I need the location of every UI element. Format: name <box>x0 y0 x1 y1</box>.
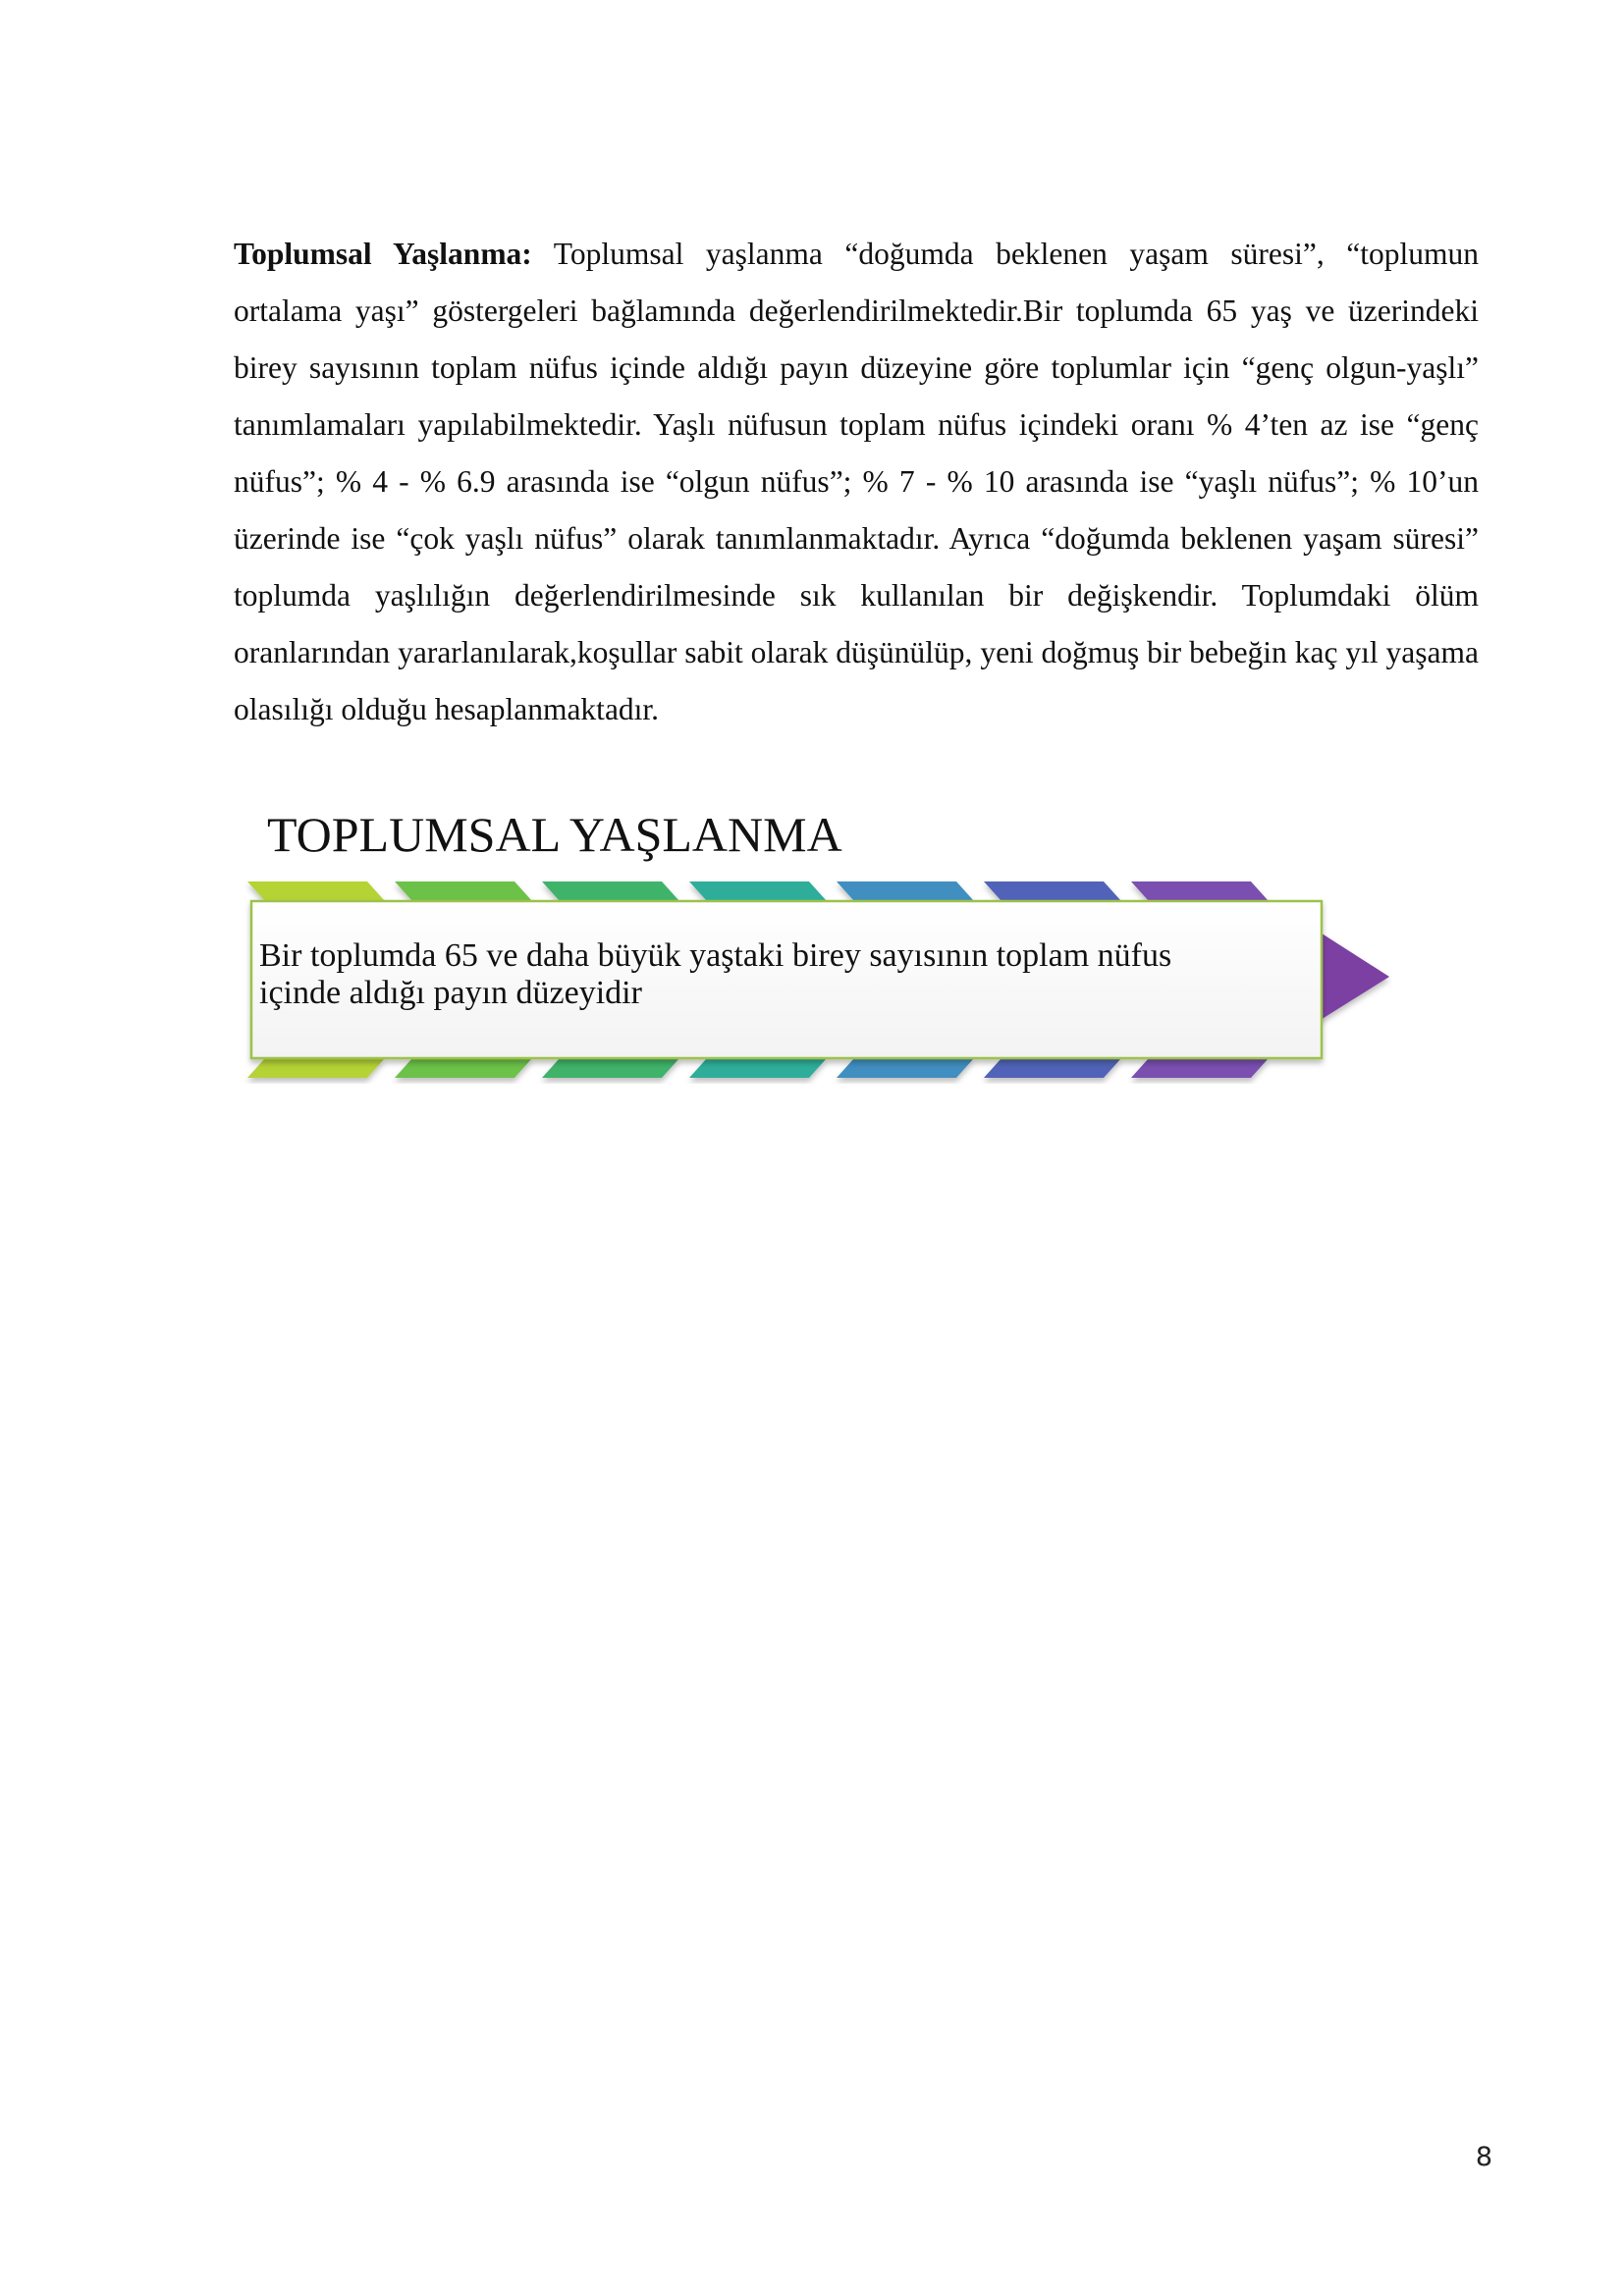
diagram-box-text: Bir toplumda 65 ve daha büyük yaştaki birey sayısının toplam nüfus içinde aldığı payın düzeyidir <box>259 937 1172 1011</box>
diagram-title: TOPLUMSAL YAŞLANMA <box>267 807 842 862</box>
top-chevron-segment <box>542 881 679 901</box>
bottom-chevron-segment <box>689 1058 827 1078</box>
page-number: 8 <box>1475 2142 1492 2172</box>
body-paragraph <box>234 226 1479 738</box>
toplumsal-yaslanma-diagram <box>236 805 1394 1090</box>
top-chevron-row <box>247 881 1269 901</box>
bottom-chevron-row <box>247 1058 1269 1078</box>
top-chevron-segment <box>689 881 827 901</box>
bottom-chevron-segment <box>247 1058 385 1078</box>
bottom-chevron-segment <box>395 1058 532 1078</box>
arrow-head-icon <box>1316 930 1389 1023</box>
top-chevron-segment <box>984 881 1121 901</box>
bottom-chevron-segment <box>984 1058 1121 1078</box>
top-chevron-segment <box>1131 881 1269 901</box>
term-heading: Toplumsal Yaşlanma: <box>234 237 532 271</box>
top-chevron-segment <box>395 881 532 901</box>
bottom-chevron-segment <box>837 1058 974 1078</box>
bottom-chevron-segment <box>1131 1058 1269 1078</box>
top-chevron-segment <box>247 881 385 901</box>
top-chevron-segment <box>837 881 974 901</box>
paragraph-text: Toplumsal yaşlanma “doğumda beklenen yaşam süresi”, “toplumun ortalama yaşı” göstergeleri bağlamında değerlendirilmektedir.Bir toplumda 65 yaş ve üzerindeki birey sayısının toplam nüfus içinde aldığı payın düzeyine göre toplumlar için “genç olgun-yaşlı” tanımlamaları yapılabilmektedir. Yaşlı nüfusun toplam nüfus içindeki oranı % 4’ten az ise “genç nüfus”; % 4 - % 6.9 arasında ise “olgun nüfus”; % 7 - % 10 arasında ise “yaşlı nüfus”; % 10’un üzerinde ise “çok yaşlı nüfus” olarak tanımlanmaktadır. Ayrıca “doğumda beklenen yaşam süresi” toplumda yaşlılığın değerlendirilmesinde sık kullanılan bir değişkendir. Toplumdaki ölüm oranlarından yararlanılarak,koşullar sabit olarak düşünülüp, yeni doğmuş bir bebeğin kaç yıl yaşama olasılığı olduğu hesaplanmaktadır. <box>234 237 1480 726</box>
bottom-chevron-segment <box>542 1058 679 1078</box>
